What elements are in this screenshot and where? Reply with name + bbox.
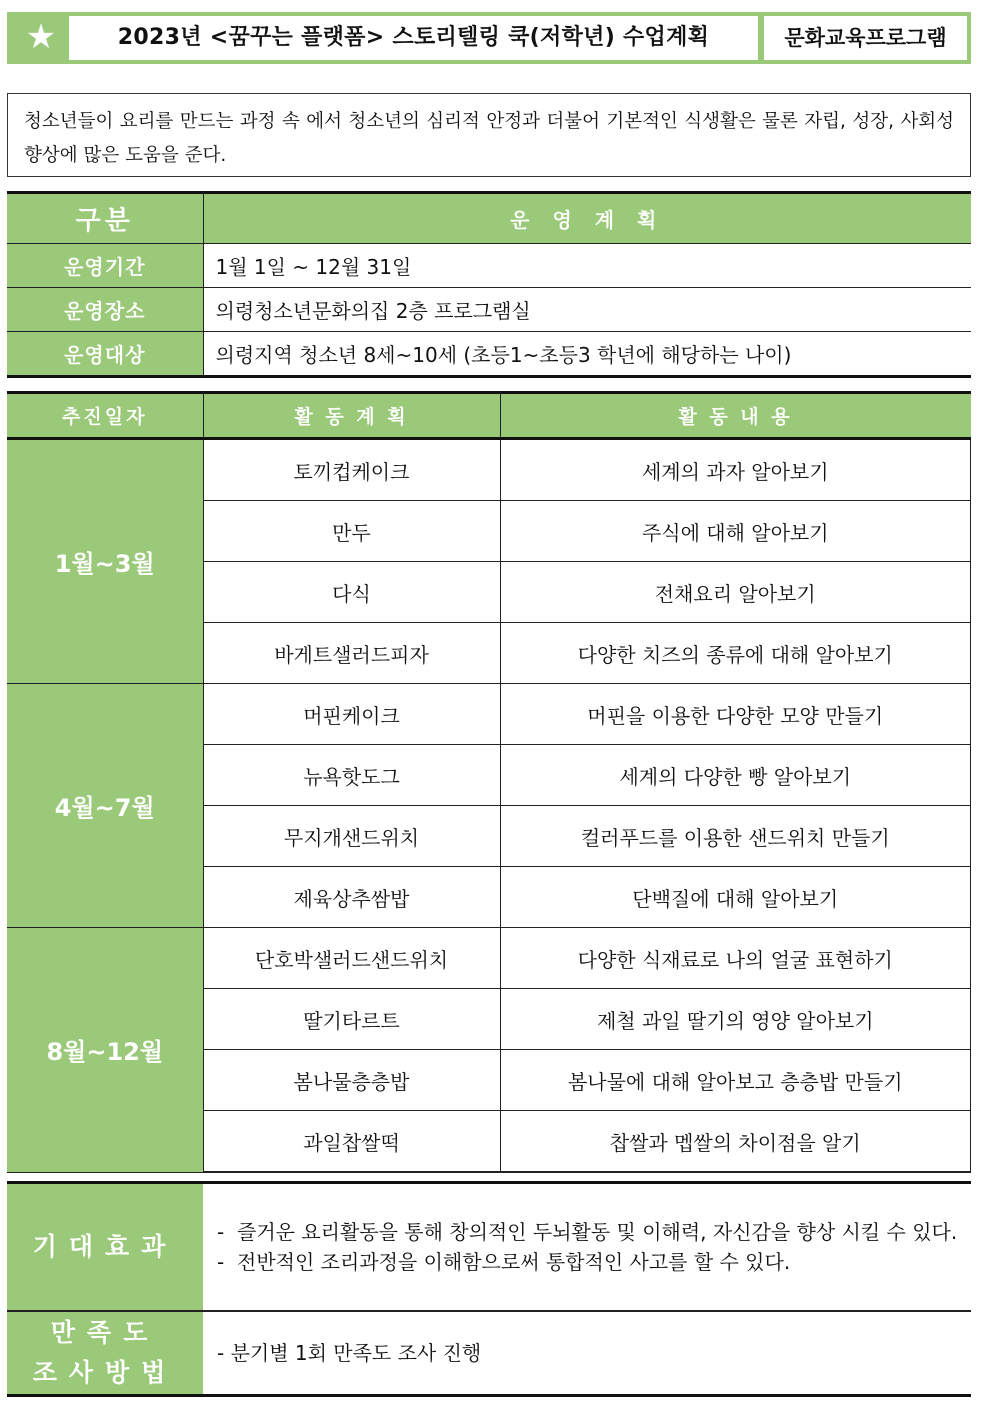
activity-plan: 머핀케이크 (203, 684, 500, 745)
schedule-header-content: 활 동 내 용 (500, 393, 971, 439)
activity-plan: 무지개샌드위치 (203, 806, 500, 867)
dash-bullet: - (217, 1220, 225, 1244)
activity-content: 전채요리 알아보기 (500, 562, 971, 623)
info-label-place: 운영장소 (7, 288, 203, 332)
schedule-table (7, 391, 971, 1173)
table-row (7, 928, 971, 989)
activity-content: 세계의 과자 알아보기 (500, 439, 971, 501)
activity-plan: 토끼컵케이크 (203, 439, 500, 501)
info-label-period: 운영기간 (7, 244, 203, 288)
effects-list (203, 1183, 971, 1312)
activity-content: 세계의 다양한 빵 알아보기 (500, 745, 971, 806)
period-cell: 4월~7월 (7, 684, 203, 928)
activity-plan: 봄나물층층밥 (203, 1050, 500, 1111)
activity-content: 제철 과일 딸기의 영양 알아보기 (500, 989, 971, 1050)
activity-content: 주식에 대해 알아보기 (500, 501, 971, 562)
effect-item: - 즐거운 요리활동을 통해 창의적인 두뇌활동 및 이해력, 자신감을 향상 시킬 수 있다. (217, 1217, 971, 1247)
schedule-header-date: 추진일자 (7, 393, 203, 439)
effect-item: - 전반적인 조리과정을 이해함으로써 통합적인 사고를 할 수 있다. (217, 1247, 971, 1277)
info-header-category: 구분 (7, 193, 203, 244)
page-title: 2023년 <꿈꾸는 플랫폼> 스토리텔링 쿡(저학년) 수업계획 (69, 16, 758, 60)
info-header-plan: 운 영 계 획 (203, 193, 971, 244)
activity-plan: 만두 (203, 501, 500, 562)
period-cell: 1월~3월 (7, 439, 203, 684)
activity-content: 다양한 식재료로 나의 얼굴 표현하기 (500, 928, 971, 989)
dash-bullet: - (217, 1250, 225, 1274)
activity-plan: 제육상추쌈밥 (203, 867, 500, 928)
schedule-header-plan: 활 동 계 획 (203, 393, 500, 439)
period-cell: 8월~12월 (7, 928, 203, 1173)
activity-content: 컬러푸드를 이용한 샌드위치 만들기 (500, 806, 971, 867)
star-icon: ★ (25, 17, 57, 57)
activity-content: 단백질에 대해 알아보기 (500, 867, 971, 928)
table-row (7, 439, 971, 501)
intro-text: 청소년들이 요리를 만드는 과정 속 에서 청소년의 심리적 안정과 더불어 기본적인 식생활은 물론 자립, 성장, 사회성 향상에 많은 도움을 준다. (7, 93, 971, 177)
effects-label: 기대효과 (7, 1183, 203, 1312)
info-label-target: 운영대상 (7, 332, 203, 377)
activity-plan: 다식 (203, 562, 500, 623)
info-value-target: 의령지역 청소년 8세~10세 (초등1~초등3 학년에 해당하는 나이) (203, 332, 971, 377)
survey-label: 만족도 조사방법 (7, 1311, 203, 1396)
survey-method: - 분기별 1회 만족도 조사 진행 (203, 1311, 971, 1396)
table-row (7, 684, 971, 745)
effects-table (7, 1181, 971, 1397)
activity-plan: 단호박샐러드샌드위치 (203, 928, 500, 989)
activity-plan: 과일찹쌀떡 (203, 1111, 500, 1173)
program-category-tag: 문화교육프로그램 (764, 16, 967, 60)
activity-content: 다양한 치즈의 종류에 대해 알아보기 (500, 623, 971, 684)
activity-content: 머핀을 이용한 다양한 모양 만들기 (500, 684, 971, 745)
info-value-place: 의령청소년문화의집 2층 프로그램실 (203, 288, 971, 332)
activity-plan: 뉴욕핫도그 (203, 745, 500, 806)
header-bar (7, 12, 971, 64)
info-value-period: 1월 1일 ~ 12월 31일 (203, 244, 971, 288)
activity-plan: 딸기타르트 (203, 989, 500, 1050)
activity-plan: 바게트샐러드피자 (203, 623, 500, 684)
info-table (7, 191, 971, 378)
activity-content: 찹쌀과 멥쌀의 차이점을 알기 (500, 1111, 971, 1173)
activity-content: 봄나물에 대해 알아보고 층층밥 만들기 (500, 1050, 971, 1111)
